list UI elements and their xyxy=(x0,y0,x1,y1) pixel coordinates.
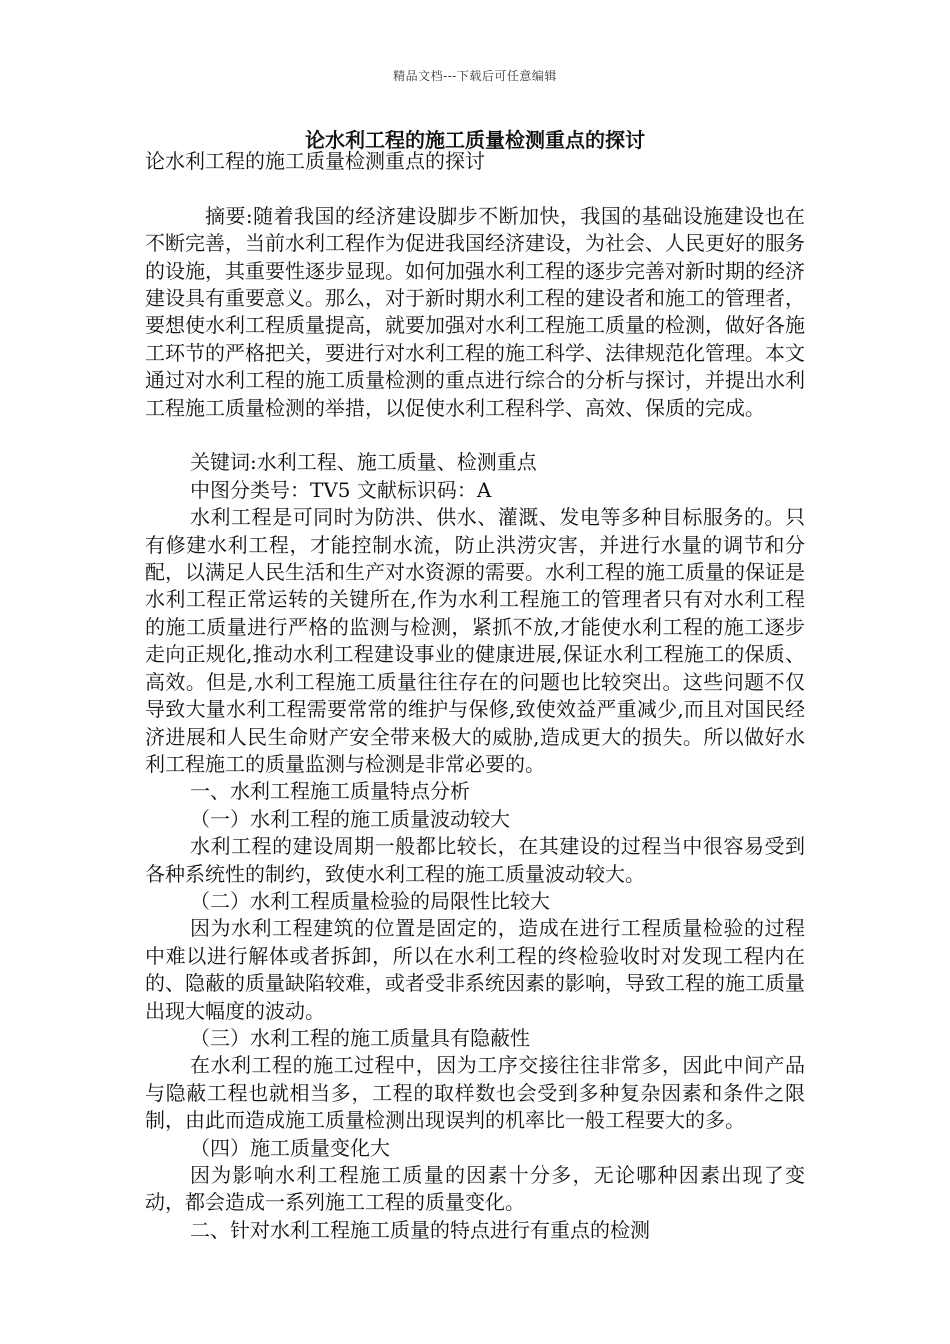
section-heading-2: 二、针对水利工程施工质量的特点进行有重点的检测 xyxy=(190,1217,650,1242)
subsection-heading-1: （一）水利工程的施工质量波动较大 xyxy=(190,806,510,831)
classification-line: 中图分类号：TV5 文献标识码：A xyxy=(190,477,492,502)
subsection-body-4: 因为影响水利工程施工质量的因素十分多，无论哪种因素出现了变动，都会造成一系列施工工程的质量变化。 xyxy=(145,1163,805,1215)
subsection-body-3: 在水利工程的施工过程中，因为工序交接往往非常多，因此中间产品与隐蔽工程也就相当多，工程的取样数也会受到多种复杂因素和条件之限制，由此而造成施工质量检测出现误判的机率比一般工程要大的多。 xyxy=(145,1053,805,1133)
document-title: 论水利工程的施工质量检测重点的探讨 xyxy=(305,128,645,152)
blank-line xyxy=(145,175,805,202)
subsection-heading-4: （四）施工质量变化大 xyxy=(190,1135,390,1160)
blank-line xyxy=(145,422,805,449)
document-subtitle: 论水利工程的施工质量检测重点的探讨 xyxy=(145,149,485,173)
document-body xyxy=(145,148,805,1244)
abstract-paragraph: 摘要:随着我国的经济建设脚步不断加快，我国的基础设施建设也在不断完善，当前水利工程作为促进我国经济建设，为社会、人民更好的服务的设施，其重要性逐步显现。如何加强水利工程的逐步完善对新时期的经济建设具有重要意义。那么，对于新时期水利工程的建设者和施工的管理者，要想使水利工程质量提高，就要加强对水利工程施工质量的检测，做好各施工环节的严格把关，要进行对水利工程的施工科学、法律规范化管理。本文通过对水利工程的施工质量检测的重点进行综合的分析与探讨，并提出水利工程施工质量检测的举措，以促使水利工程科学、高效、保质的完成。 xyxy=(145,203,805,420)
subsection-heading-2: （二）水利工程质量检验的局限性比较大 xyxy=(190,888,550,913)
section-heading-1: 一、水利工程施工质量特点分析 xyxy=(190,779,470,804)
intro-paragraph: 水利工程是可同时为防洪、供水、灌溉、发电等多种目标服务的。只有修建水利工程，才能控制水流，防止洪涝灾害，并进行水量的调节和分配，以满足人民生活和生产对水资源的需要。水利工程的施工质量的保证是水利工程正常运转的关键所在,作为水利工程施工的管理者只有对水利工程的施工质量进行严格的监测与检测，紧抓不放,才能使水利工程的施工逐步走向正规化,推动水利工程建设事业的健康进展,保证水利工程施工的保质、高效。但是,水利工程施工质量往往存在的问题也比较突出。这些问题不仅导致大量水利工程需要常常的维护与保修,致使效益严重减少,而且对国民经济进展和人民生命财产安全带来极大的威胁,造成更大的损失。所以做好水利工程施工的质量监测与检测是非常必要的。 xyxy=(145,505,805,776)
subsection-heading-3: （三）水利工程的施工质量具有隐蔽性 xyxy=(190,1025,530,1050)
subsection-body-2: 因为水利工程建筑的位置是固定的，造成在进行工程质量检验的过程中难以进行解体或者拆卸，所以在水利工程的终检验收时对发现工程内在的、隐蔽的质量缺陷较难，或者受非系统因素的影响，导致工程的施工质量出现大幅度的波动。 xyxy=(145,916,805,1023)
keywords-line: 关键词:水利工程、施工质量、检测重点 xyxy=(190,450,537,475)
subsection-body-1: 水利工程的建设周期一般都比较长，在其建设的过程当中很容易受到各种系统性的制约，致使水利工程的施工质量波动较大。 xyxy=(145,834,805,886)
header-note: 精品文档---下载后可任意编辑 xyxy=(393,69,557,83)
